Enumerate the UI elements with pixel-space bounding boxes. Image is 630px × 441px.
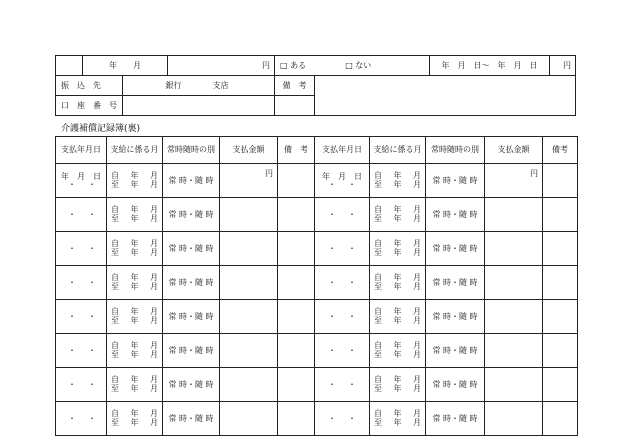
payment-date-cell-2[interactable]: 年 月 日 ・・ (315, 164, 370, 198)
header-payment-month-2: 支給に係る月 (370, 137, 426, 164)
account-number-label: 口 座 番 号 (56, 96, 123, 116)
payment-date-cell-2[interactable]: ・・ (315, 368, 370, 402)
payment-date-cell[interactable]: ・・ (56, 300, 107, 334)
bank-label: 銀行 (165, 80, 182, 90)
amount-cell-2[interactable] (485, 198, 543, 232)
kind-cell[interactable]: 常 時・随 時 (163, 266, 220, 300)
kind-cell[interactable]: 常 時・随 時 (163, 300, 220, 334)
note-cell[interactable] (278, 232, 315, 266)
payment-month-cell-2[interactable]: 自 年 月 至 年 月 (370, 300, 426, 334)
kind-cell[interactable]: 常 時・随 時 (163, 198, 220, 232)
note-cell-2[interactable] (543, 334, 578, 368)
kind-cell[interactable]: 常 時・随 時 (163, 402, 220, 436)
transfer-dest-label: 振 込 先 (56, 76, 123, 96)
payment-date-cell-2[interactable]: ・・ (315, 232, 370, 266)
kind-cell[interactable]: 常 時・随 時 (163, 334, 220, 368)
bank-branch-cell (123, 76, 275, 96)
kind-cell-2[interactable]: 常 時・随 時 (426, 232, 485, 266)
account-number-value[interactable] (123, 96, 275, 116)
amount-cell[interactable]: 円 (220, 164, 278, 198)
payment-month-cell[interactable]: 自 年 月 至 年 月 (107, 402, 163, 436)
amount-yen-cell: 円 (168, 56, 275, 76)
date-heading-text: 年 月 日 (322, 171, 362, 181)
payment-date-cell-2[interactable]: ・・ (315, 198, 370, 232)
top-info-table (55, 55, 576, 116)
kind-cell[interactable]: 常 時・随 時 (163, 368, 220, 402)
amount-cell[interactable] (220, 198, 278, 232)
amount-cell-2[interactable] (485, 266, 543, 300)
note-cell[interactable] (278, 334, 315, 368)
amount-cell-2[interactable] (485, 300, 543, 334)
header-amount-2: 支払金額 (485, 137, 543, 164)
note-label-lower (275, 96, 315, 116)
top-row-1 (56, 56, 576, 76)
header-amount: 支払金額 (220, 137, 278, 164)
header-payment-date-2: 支払年月日 (315, 137, 370, 164)
top-row-2 (56, 76, 576, 96)
period-cell: 年 月 日～ 年 月 日 (430, 56, 550, 76)
payment-month-cell-2[interactable]: 自 年 月 至 年 月 (370, 232, 426, 266)
kind-cell-2[interactable]: 常 時・随 時 (426, 334, 485, 368)
table-row (56, 232, 578, 266)
payment-month-cell[interactable]: 自 年 月 至 年 月 (107, 334, 163, 368)
note-cell-2[interactable] (543, 368, 578, 402)
amount-cell-2[interactable] (485, 402, 543, 436)
header-kind-2: 常時随時の別 (426, 137, 485, 164)
table-row (56, 164, 578, 198)
payment-month-cell-2[interactable]: 自 年 月 至 年 月 (370, 368, 426, 402)
kind-cell[interactable]: 常 時・随 時 (163, 164, 220, 198)
header-kind: 常時随時の別 (163, 137, 220, 164)
nai-checkbox-label[interactable]: □ ない (345, 60, 372, 70)
period-yen-cell: 円 (550, 56, 576, 76)
record-rows (56, 164, 578, 436)
amount-cell[interactable] (220, 334, 278, 368)
table-row (56, 300, 578, 334)
amount-cell[interactable] (220, 300, 278, 334)
note-cell[interactable] (278, 300, 315, 334)
kind-cell-2[interactable]: 常 時・随 時 (426, 402, 485, 436)
presence-cell (275, 56, 430, 76)
table-row (56, 334, 578, 368)
top-blank-cell (56, 56, 83, 76)
payment-date-cell[interactable]: ・・ (56, 334, 107, 368)
year-month-cell: 年 月 (83, 56, 168, 76)
header-note-2: 備考 (543, 137, 578, 164)
kind-cell-2[interactable]: 常 時・随 時 (426, 266, 485, 300)
care-compensation-record-table (55, 136, 578, 436)
note-cell[interactable] (278, 368, 315, 402)
payment-date-cell[interactable]: 年 月 日 ・・ (56, 164, 107, 198)
kind-cell-2[interactable]: 常 時・随 時 (426, 300, 485, 334)
kind-cell-2[interactable]: 常 時・随 時 (426, 164, 485, 198)
amount-cell[interactable] (220, 368, 278, 402)
note-cell-2[interactable] (543, 300, 578, 334)
header-row (56, 137, 578, 164)
note-value-cell[interactable] (315, 76, 576, 116)
payment-date-cell-2[interactable]: ・・ (315, 334, 370, 368)
note-cell[interactable] (278, 266, 315, 300)
payment-date-cell-2[interactable]: ・・ (315, 402, 370, 436)
amount-cell[interactable] (220, 402, 278, 436)
aru-checkbox-label[interactable]: □ ある (280, 60, 307, 70)
note-label: 備 考 (275, 76, 315, 96)
kind-cell-2[interactable]: 常 時・随 時 (426, 368, 485, 402)
header-note: 備 考 (278, 137, 315, 164)
payment-month-cell-2[interactable]: 自 年 月 至 年 月 (370, 198, 426, 232)
note-cell-2[interactable] (543, 164, 578, 198)
payment-date-cell[interactable]: ・・ (56, 232, 107, 266)
payment-month-cell[interactable]: 自 年 月 至 年 月 (107, 232, 163, 266)
amount-cell-2[interactable]: 円 (485, 164, 543, 198)
section-title: 介護補償記録簿(裏) (61, 124, 141, 134)
header-payment-date: 支払年月日 (56, 137, 107, 164)
table-row (56, 198, 578, 232)
note-cell[interactable] (278, 402, 315, 436)
table-row (56, 266, 578, 300)
table-row (56, 402, 578, 436)
amount-cell[interactable] (220, 266, 278, 300)
payment-month-cell-2[interactable]: 自 年 月 至 年 月 (370, 402, 426, 436)
date-heading-text: 年 月 日 (61, 171, 101, 181)
amount-cell-2[interactable] (485, 232, 543, 266)
payment-date-cell-2[interactable]: ・・ (315, 266, 370, 300)
note-cell-2[interactable] (543, 198, 578, 232)
kind-cell-2[interactable]: 常 時・随 時 (426, 198, 485, 232)
payment-month-cell[interactable]: 自 年 月 至 年 月 (107, 198, 163, 232)
note-cell-2[interactable] (543, 402, 578, 436)
note-cell[interactable] (278, 198, 315, 232)
payment-month-cell[interactable]: 自 年 月 至 年 月 (107, 300, 163, 334)
note-cell[interactable] (278, 164, 315, 198)
payment-date-cell[interactable]: ・・ (56, 198, 107, 232)
payment-month-cell-2[interactable]: 自 年 月 至 年 月 (370, 334, 426, 368)
header-payment-month: 支給に係る月 (107, 137, 163, 164)
payment-date-cell[interactable]: ・・ (56, 266, 107, 300)
branch-label: 支店 (212, 80, 229, 90)
amount-cell[interactable] (220, 232, 278, 266)
table-row (56, 368, 578, 402)
note-cell-2[interactable] (543, 232, 578, 266)
payment-month-cell-2[interactable]: 自 年 月 至 年 月 (370, 266, 426, 300)
kind-cell[interactable]: 常 時・随 時 (163, 232, 220, 266)
payment-date-cell[interactable]: ・・ (56, 368, 107, 402)
payment-date-cell[interactable]: ・・ (56, 402, 107, 436)
payment-month-cell[interactable]: 自 年 月 至 年 月 (107, 164, 163, 198)
amount-cell-2[interactable] (485, 334, 543, 368)
note-cell-2[interactable] (543, 266, 578, 300)
amount-cell-2[interactable] (485, 368, 543, 402)
payment-month-cell-2[interactable]: 自 年 月 至 年 月 (370, 164, 426, 198)
payment-month-cell[interactable]: 自 年 月 至 年 月 (107, 266, 163, 300)
payment-date-cell-2[interactable]: ・・ (315, 300, 370, 334)
payment-month-cell[interactable]: 自 年 月 至 年 月 (107, 368, 163, 402)
